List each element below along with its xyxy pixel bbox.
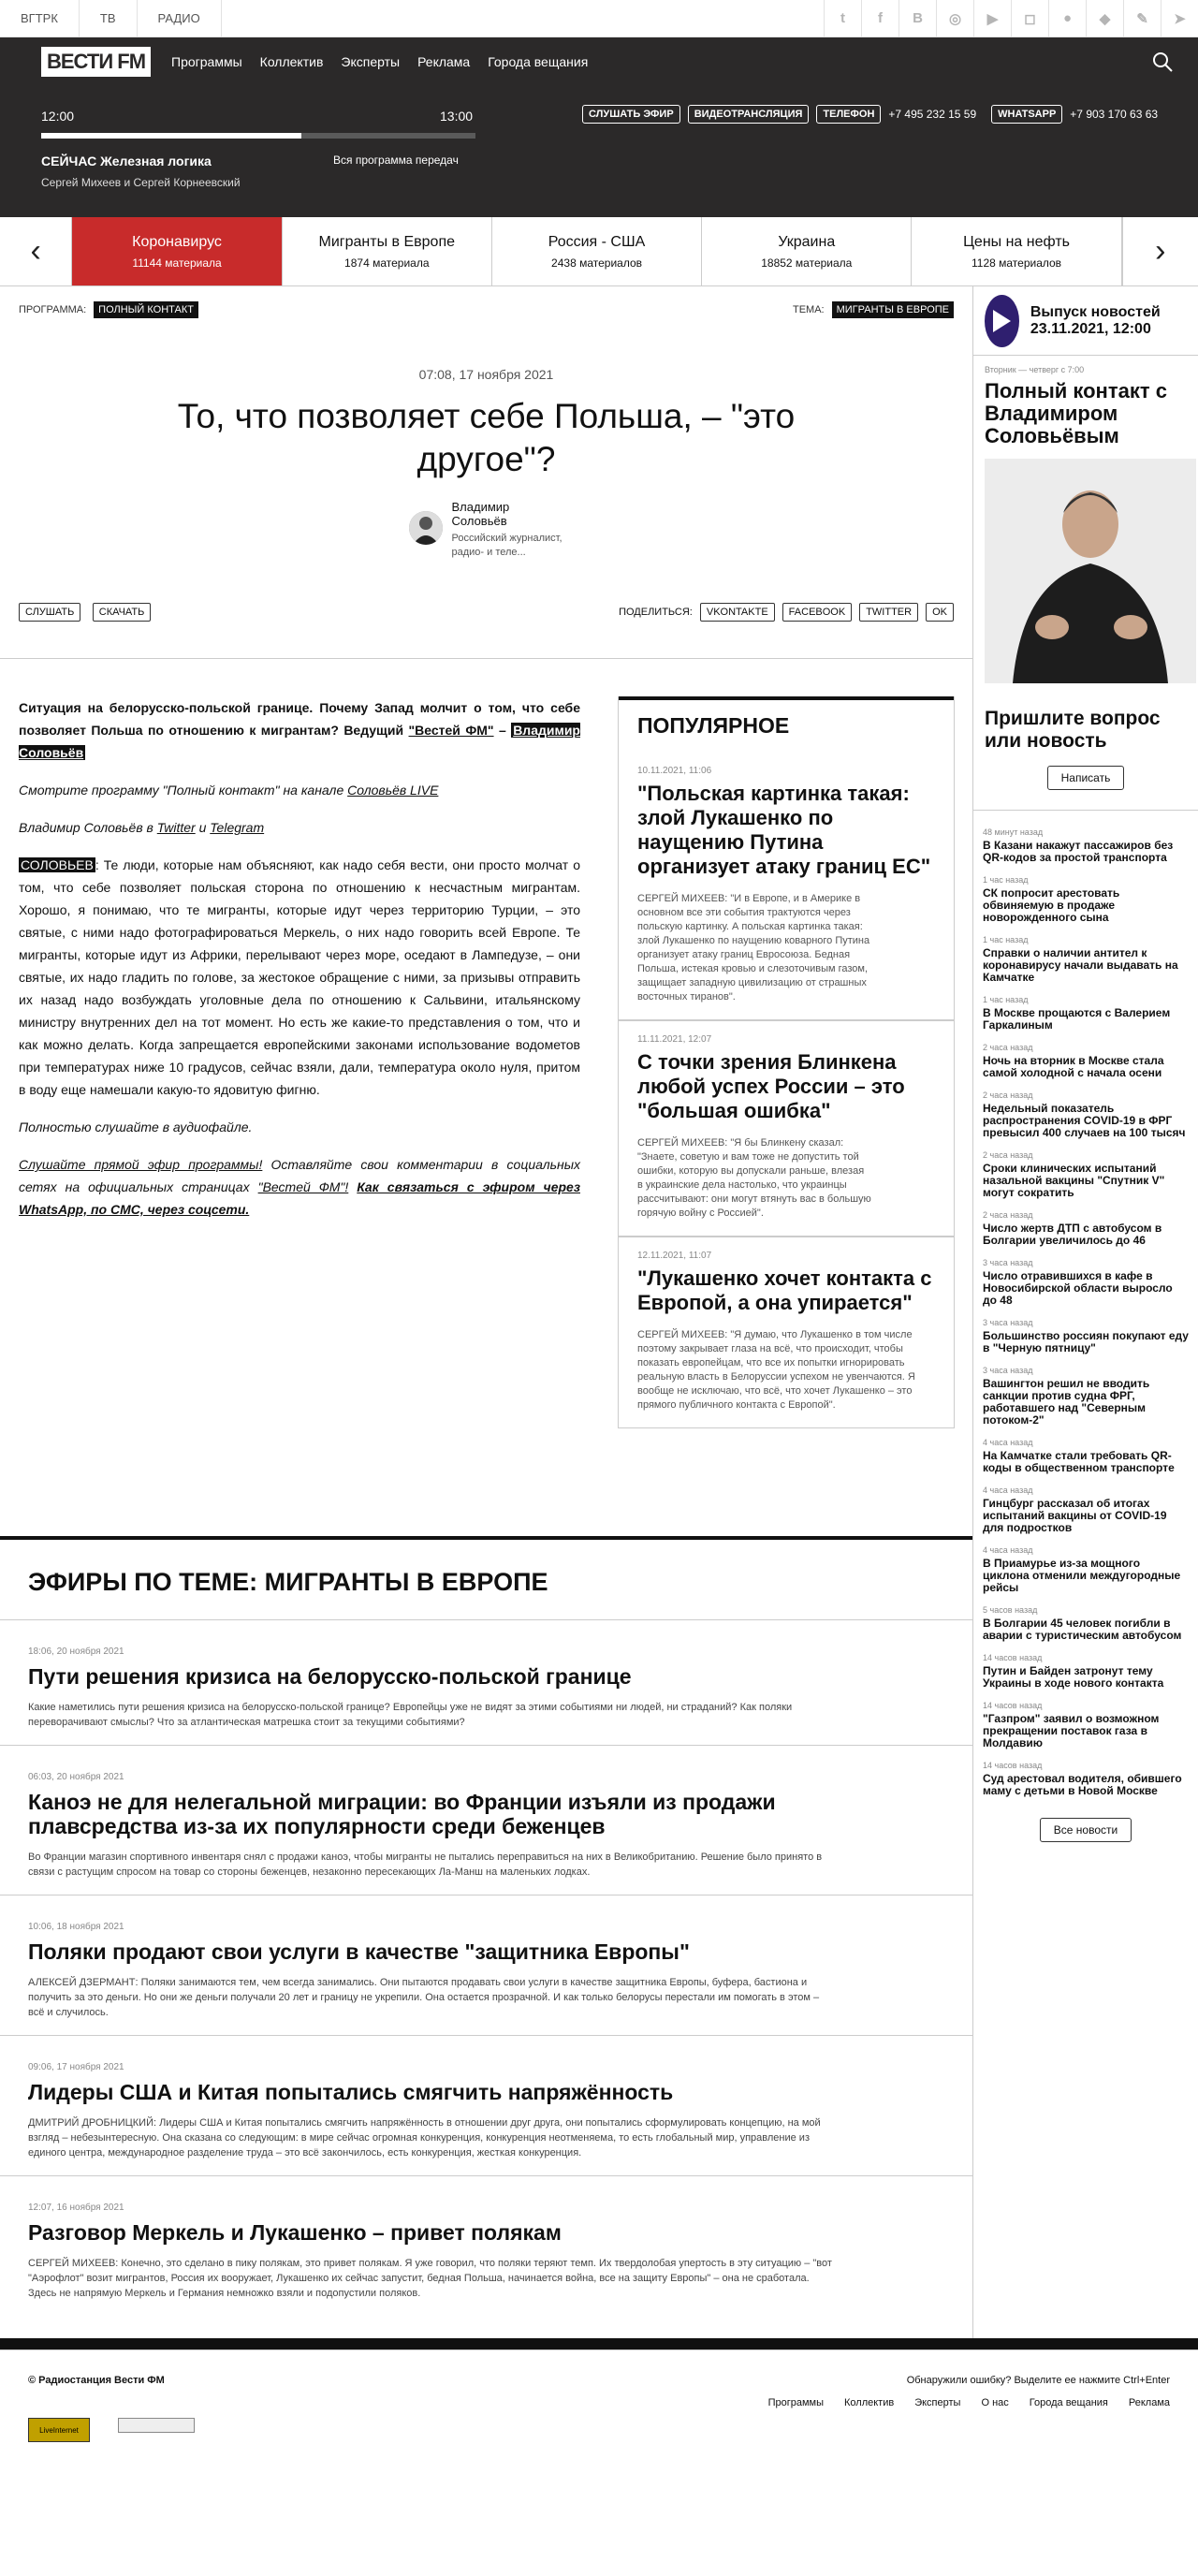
footer-divider [0,2338,1198,2349]
ask-block [973,693,1198,811]
player-buttons [582,105,1173,124]
news-item[interactable] [983,995,1189,1032]
broadcast-title[interactable]: Разговор Меркель и Лукашенко – привет полякам [28,2220,562,2245]
related-title: ЭФИРЫ ПО ТЕМЕ: МИГРАНТЫ В ЕВРОПЕ [0,1540,972,1620]
news-item[interactable] [983,1605,1189,1642]
site-logo[interactable]: ВЕСТИ FM [41,47,151,77]
popular-date: 11.11.2021, 12:07 [637,1034,712,1045]
apple-icon[interactable]: ● [1048,0,1086,37]
news-item[interactable] [983,1438,1189,1474]
topic-count: 18852 материала [761,256,853,270]
footer [0,2349,1198,2447]
contact-link[interactable]: Как связаться с эфиром через WhatsApp, по СМС, через соцсети. [19,1179,580,1217]
time-end: 13:00 [440,109,474,124]
news-item[interactable] [983,1318,1189,1354]
topic-migrants[interactable] [283,217,492,285]
news-time: 2 часа назад [983,1150,1033,1160]
broadcast-text: Какие наметились пути решения кризиса на белорусско-польской границе? Европейцы уже не видят за этими событиями ни людей, ни страданий? Как поляки переворачивают смыслы? Что за атлантическая матрешка стоит за текущими событиями? [28,1702,793,1728]
broadcast-text: Во Франции магазин спортивного инвентаря снял с продажи каноэ, чтобы мигранты не пытались переправиться на них в Великобританию. Решение было принято в связи с растущим спросом на товар со стороны беженцев, незаконно пересекающих Ла-Манш на маленьких лодках. [28,1852,823,1878]
news-time: 3 часа назад [983,1318,1033,1327]
news-item[interactable] [983,1150,1189,1199]
topic-name: Цены на нефть [963,233,1070,250]
article-lead [19,696,580,764]
footer-link-programs[interactable]: Программы [767,2397,824,2408]
news-time: 4 часа назад [983,1438,1033,1447]
news-time: 2 часа назад [983,1210,1033,1220]
news-item[interactable] [983,1043,1189,1079]
news-title[interactable]: Ночь на вторник в Москве стала самой холодной с начала осени [983,1054,1164,1079]
topic-coronavirus[interactable] [72,217,282,285]
twitter-link[interactable]: Twitter [156,820,196,835]
topic-russia-usa[interactable] [492,217,702,285]
news-title[interactable]: Сроки клинических испытаний назальной вакцины "Спутник V" могут сократить [983,1162,1165,1199]
news-time: 5 часов назад [983,1605,1038,1615]
popular-item-title[interactable]: "Лукашенко хочет контакта с Европой, а она упирается" [637,1266,932,1314]
footer-link-about[interactable]: О нас [981,2397,1009,2408]
news-time: 2 часа назад [983,1043,1033,1052]
footer-links [748,2397,1170,2408]
footer-link-team[interactable]: Коллектив [844,2397,895,2408]
all-news-button[interactable]: Все новости [1040,1818,1132,1842]
broadcast-title[interactable]: Каноэ не для нелегальной миграции: во Франции изъяли из продажи плавсредства из-за их популярности среди беженцев [28,1790,776,1838]
content-row [0,659,972,1428]
news-title[interactable]: Недельный показатель распространения COVID-19 в ФРГ превысил 400 случаев на 100 тысяч [983,1102,1186,1139]
popular-block [618,696,955,1428]
facebook-icon[interactable]: f [861,0,898,37]
popular-item-text: СЕРГЕЙ МИХЕЕВ: "И в Европе, и в Америке в основном все эти события трактуются через польскую картинку. А польская картинка такая: злой Лукашенко по наущению коварного Путина организует атаку границ Евросоюза. Бедная Польша, истекая кровью и слезоточивым газом, защищает западную цивилизацию от страшных восточных тиранов". [637,893,870,1003]
article-date: 07:08, 17 ноября 2021 [418,367,554,382]
progress-bar[interactable] [41,133,475,139]
article-p4 [19,854,580,1101]
hosts: Сергей Михеев и Сергей Корнеевский [41,176,241,189]
popular-title: ПОПУЛЯРНОЕ [619,696,954,753]
time-start: 12:00 [41,109,75,124]
author-name: Владимир Соловьёв [451,500,510,528]
cta-text: Оставляйте свои комментарии в социальных сетях на официальных страницах [19,1157,580,1194]
theme-label: ТЕМА: [792,304,825,315]
program-promo[interactable] [973,356,1198,693]
live-player [0,86,1198,217]
news-title[interactable]: В Казани накажут пассажиров без QR-кодов за простой транспорта [983,839,1174,864]
broadcast-item[interactable] [0,2036,972,2176]
liveinternet-counter[interactable]: LiveInternet [28,2418,90,2442]
share-facebook-button[interactable]: FACEBOOK [782,603,853,622]
article-p3 [19,816,580,839]
news-item[interactable] [983,1090,1189,1139]
popular-item-title[interactable]: "Польская картинка такая: злой Лукашенко по наущению Путина организует атаку границ ЕС" [637,782,931,878]
right-sidebar [973,286,1198,2338]
news-item[interactable] [983,1366,1189,1427]
program-title[interactable]: Полный контакт с Владимиром Соловьёвым [985,379,1167,447]
news-title[interactable]: Число жертв ДТП с автобусом в Болгарии увеличилось до 46 [983,1222,1162,1247]
topic-name: Украина [778,233,836,250]
listen-live-button[interactable]: СЛУШАТЬ ЭФИР [582,105,680,124]
vk-icon[interactable]: B [898,0,936,37]
news-item[interactable] [983,1210,1189,1247]
lead-text: Ситуация на белорусско-польской границе. Почему Запад молчит о том, что себе позволяет Польша по отношению к мигрантам? Ведущий [19,700,580,738]
nav-menu [171,54,606,69]
telegram-link[interactable]: Telegram [210,820,265,835]
article-body [0,659,599,1428]
p3-and: и [195,820,211,835]
p3-text: Владимир Соловьёв в [19,820,157,835]
avatar [409,511,443,545]
news-title[interactable]: В Приамурье из-за мощного циклона отменили междугородные рейсы [983,1557,1181,1594]
instagram-icon[interactable]: ◻ [1011,0,1048,37]
nav-item-ads[interactable]: Реклама [417,54,471,69]
news-time: 14 часов назад [983,1653,1043,1662]
program-time: Вторник — четверг с 7:00 [985,365,1085,374]
whatsapp-number[interactable]: +7 903 170 63 63 [1070,108,1159,121]
article-title: То, что позволяет себе Польша, – "это другое"? [177,397,796,478]
program-label: ПРОГРАММА: [19,304,87,315]
play-icon[interactable] [985,295,1019,347]
main-area [0,286,1198,2338]
twitter-icon[interactable]: t [824,0,861,37]
popular-item[interactable] [619,1237,954,1427]
social-links [824,0,1198,37]
news-title[interactable]: Число отравившихся в кафе в Новосибирской области выросло до 48 [983,1269,1173,1307]
video-button[interactable]: ВИДЕОТРАНСЛЯЦИЯ [688,105,810,124]
popular-item-text: СЕРГЕЙ МИХЕЕВ: "Я бы Блинкену сказал: "Знаете, советую и вам тоже не допустить той ошибки, которую вы допускали раньше, влезая в украинские дела настолько, что украинцы рассчитывают: они могут втянуть вас в большую горячую войну с Россией". [637,1137,871,1219]
listen-button[interactable]: СЛУШАТЬ [19,603,80,622]
link-radio[interactable]: РАДИО [138,0,222,37]
whatsapp-button[interactable]: WHATSAPP [991,105,1062,124]
footer-link-ads[interactable]: Реклама [1128,2397,1170,2408]
topic-count: 1874 материала [344,256,430,270]
related-broadcasts [0,1536,972,2338]
odnoklassniki-icon[interactable]: ◎ [936,0,973,37]
popular-item[interactable] [619,1021,954,1237]
share-vk-button[interactable]: VKONTAKTE [700,603,775,622]
theme-tag[interactable]: МИГРАНТЫ В ЕВРОПЕ [832,301,954,318]
news-item[interactable] [983,1258,1189,1307]
topic-oil[interactable] [912,217,1121,285]
topic-carousel [0,217,1198,286]
share-label: ПОДЕЛИТЬСЯ: [619,607,693,618]
phone-button[interactable]: ТЕЛЕФОН [816,105,881,124]
vesti-fm-link[interactable]: "Вестей ФМ" [408,723,494,738]
author-desc: Российский журналист, радио- и теле... [451,533,562,558]
news-title[interactable]: Путин и Байден затронут тему Украины в ходе нового контакта [983,1664,1164,1690]
news-title[interactable]: Суд арестовал водителя, обившего маму с детьми в Новой Москве [983,1772,1182,1797]
link-vgtrk[interactable]: ВГТРК [0,0,80,37]
copyright: © Радиостанция Вести ФМ [28,2375,165,2386]
tag-row [0,286,972,331]
article-p2 [19,779,580,801]
footer-link-experts[interactable]: Эксперты [914,2397,961,2408]
news-title[interactable]: Вашингтон решил не вводить санкции против судна ФРГ, работавшего над "Северным потоком-2" [983,1377,1150,1427]
livejournal-icon[interactable]: ✎ [1123,0,1161,37]
nav-item-programs[interactable]: Программы [171,54,242,69]
nav-item-experts[interactable]: Эксперты [341,54,401,69]
news-time: 3 часа назад [983,1258,1033,1267]
broadcast-item[interactable] [0,2176,972,2338]
news-title[interactable]: В Болгарии 45 человек погибли в аварии с туристическим автобусом [983,1617,1182,1642]
nav-item-team[interactable]: Коллектив [259,54,324,69]
news-title[interactable]: Гинцбург рассказал об итогах испытаний вакцины от COVID-19 для подростков [983,1497,1167,1534]
telegram-icon[interactable]: ➤ [1161,0,1198,37]
news-item[interactable] [983,1545,1189,1594]
android-icon[interactable]: ◆ [1086,0,1123,37]
body-text: : Те люди, которые нам объясняют, как надо себя вести, они просто молчат о том, что себе позволяет польская сторона по отношению к несчастным мигрантам. Хорошо, я понимаю, что те мигранты, которые идут через территорию Турции, – это святые, с ними надо фотографироваться Меркель, о них надо говорить всей Европе. Те мигранты, которые идут из Африки, перелывают через море, оседают в Лампедузе, – они святые, их надо гладить по голове, за жестокое обращение с ними, за призывы отправить их назад надо возбуждать уголовные дела по отношению к Сальвини, итальянскому министру внутренних дел на тот момент. Но есть же какие-то представления о том, что и как можно делать. Когда запрещается европейскими законами использование водометов при температурах ниже 10 градусов, сейчас взяли, дали, температура около нуля, притом в воду еще намешали какую-то ядовитую фигню. [19,857,580,1097]
chevron-right-icon[interactable]: › [1122,217,1198,285]
news-time: 14 часов назад [983,1701,1043,1710]
host-link[interactable]: Владимир Соловьёв [19,723,580,760]
solovyov-live-link[interactable]: Соловьёв LIVE [347,783,439,798]
link-tv[interactable]: ТВ [80,0,138,37]
broadcast-text: ДМИТРИЙ ДРОБНИЦКИЙ: Лидеры США и Китая попытались смягчить напряжённость в отношении друг друга, они попытались сформулировать концепцию, на мой взгляд – небезынтересную. Она сказана со следующим: в мире сейчас огромная конкуренция, конкуренция неотменяема, то есть глобальный мир, управление из единого центра, международное разделение труда – это всё закончилось, есть конкуренция, жесткая конкуренция. [28,2117,821,2159]
broadcast-date: 06:03, 20 ноября 2021 [28,1772,124,1782]
news-title[interactable]: Большинство россиян покупают еду в "Черную пятницу" [983,1329,1189,1354]
popular-item-text: СЕРГЕЙ МИХЕЕВ: "Я думаю, что Лукашенко в том числе поэтому закрывает глаза на всё, что происходит, чтобы показать европейцам, что все их попытки игнорировать реальную власть в Белоруссии успехом не увенчаются. Я вообще не исключаю, что всё, что хочет Лукашенко – это прямого публичного контакта с Европой". [637,1329,915,1411]
share-row [0,603,972,659]
main-nav [0,37,1198,86]
all-programs-link[interactable]: Вся программа передач [333,154,459,167]
news-item[interactable] [983,935,1189,984]
topic-name: Россия - США [548,233,646,250]
share-ok-button[interactable]: OK [926,603,954,622]
news-time: 3 часа назад [983,1366,1033,1375]
news-time: 1 час назад [983,935,1029,944]
news-feed [973,811,1198,1803]
news-title[interactable]: СК попросит арестовать обвиняемую в продаже новорожденного сына [983,886,1120,924]
news-time: 1 час назад [983,995,1029,1004]
topic-name: Мигранты в Европе [318,233,456,250]
chevron-left-icon[interactable]: ‹ [0,217,72,285]
release-title: Выпуск новостей 23.11.2021, 12:00 [1030,303,1161,337]
speaker-tag: СОЛОВЬЕВ [21,857,94,872]
left-column [0,286,973,2338]
lead-dash: – [493,723,512,738]
ask-title: Пришлите вопрос или новость [985,708,1161,752]
broadcast-item[interactable] [0,1895,972,2036]
news-time: 14 часов назад [983,1761,1043,1770]
news-item[interactable] [983,1653,1189,1690]
top-bar [0,0,1198,37]
broadcast-item[interactable] [0,1620,972,1746]
news-time: 4 часа назад [983,1545,1033,1555]
search-icon[interactable] [1151,51,1174,73]
news-item[interactable] [983,875,1189,924]
news-time: 4 часа назад [983,1486,1033,1495]
author-block[interactable] [0,500,972,560]
news-item[interactable] [983,1761,1189,1797]
article-p5: Полностью слушайте в аудиофайле. [19,1120,253,1134]
broadcast-date: 12:07, 16 ноября 2021 [28,2203,124,2213]
topic-name: Коронавирус [132,233,222,250]
article-cta [19,1153,580,1221]
error-note: Обнаружили ошибку? Выделите ее нажмите Ctrl+Enter [906,2375,1170,2386]
footer-link-cities[interactable]: Города вещания [1029,2397,1108,2408]
broadcast-title[interactable]: Лидеры США и Китая попытались смягчить напряжённость [28,2080,674,2104]
p2-text: Смотрите программу "Полный контакт" на канале [19,783,348,798]
vesti-social-link[interactable]: "Вестей ФМ"! [257,1179,349,1194]
news-item[interactable] [983,1701,1189,1749]
program-tag[interactable]: ПОЛНЫЙ КОНТАКТ [94,301,198,318]
news-title[interactable]: Справки о наличии антител к коронавирусу начали выдавать на Камчатке [983,946,1178,984]
news-title[interactable]: На Камчатке стали требовать QR-коды в общественном транспорте [983,1449,1175,1474]
youtube-icon[interactable]: ▶ [973,0,1011,37]
topic-count: 2438 материалов [551,256,643,270]
news-time: 2 часа назад [983,1090,1033,1100]
broadcast-text: СЕРГЕЙ МИХЕЕВ: Конечно, это сделано в пику полякам, это привет полякам. Я уже говорил, что поляки теряют темп. Их твердолобая упертость в эту ситуацию – "вот "Аэрофлот" возит мигрантов, Россия их вооружает, Лукашенко их сейчас запустит, бедная Польша, начинается война, все на защиту Европы" – она не сработала. Здесь не напрямую Меркель и Германия немножко взяли и подопустили поляков. [28,2258,832,2299]
counter-badge [118,2418,195,2433]
broadcast-text: АЛЕКСЕЙ ДЗЕРМАНТ: Поляки занимаются тем, чем всегда занимались. Они пытаются продавать свои услуги в качестве защитника Европы, буфера, бастиона и получить за это деньги. Но они же деньги получали 20 лет и границу не укрепили. Она остается прозрачной. И как только белорусы перестали им помогать в этом – всё и случилось. [28,1977,820,2018]
news-item[interactable] [983,1486,1189,1534]
news-release[interactable] [973,286,1198,356]
share-twitter-button[interactable]: TWITTER [859,603,918,622]
popular-item[interactable] [619,753,954,1021]
news-title[interactable]: "Газпром" заявил о возможном прекращении поставок газа в Молдавию [983,1712,1160,1749]
topic-count: 1128 материалов [971,256,1062,270]
phone-number[interactable]: +7 495 232 15 59 [888,108,977,121]
now-playing[interactable]: СЕЙЧАС Железная логика [41,154,212,168]
host-photo [985,459,1196,683]
popular-item-title[interactable]: С точки зрения Блинкена любой успех России – это "большая ошибка" [637,1050,905,1122]
popular-date: 10.11.2021, 11:06 [637,766,712,776]
broadcast-item[interactable] [0,1746,972,1895]
broadcast-date: 09:06, 17 ноября 2021 [28,2062,124,2072]
news-time: 48 минут назад [983,827,1044,837]
write-button[interactable]: Написать [1047,766,1125,790]
progress-fill [41,133,301,139]
top-links [0,0,222,37]
broadcast-title[interactable]: Пути решения кризиса на белорусско-польской границе [28,1664,632,1689]
broadcast-date: 18:06, 20 ноября 2021 [28,1647,124,1657]
topic-count: 11144 материала [132,256,222,270]
popular-date: 12.11.2021, 11:07 [637,1251,712,1261]
broadcast-title[interactable]: Поляки продают свои услуги в качестве "защитника Европы" [28,1939,690,1964]
news-title[interactable]: В Москве прощаются с Валерием Гаркалиным [983,1006,1171,1032]
news-item[interactable] [983,827,1189,864]
nav-item-cities[interactable]: Города вещания [488,54,589,69]
broadcast-date: 10:06, 18 ноября 2021 [28,1922,124,1932]
news-time: 1 час назад [983,875,1029,885]
live-link[interactable]: Слушайте прямой эфир программы! [19,1157,263,1172]
topic-ukraine[interactable] [702,217,912,285]
download-button[interactable]: СКАЧАТЬ [93,603,152,622]
